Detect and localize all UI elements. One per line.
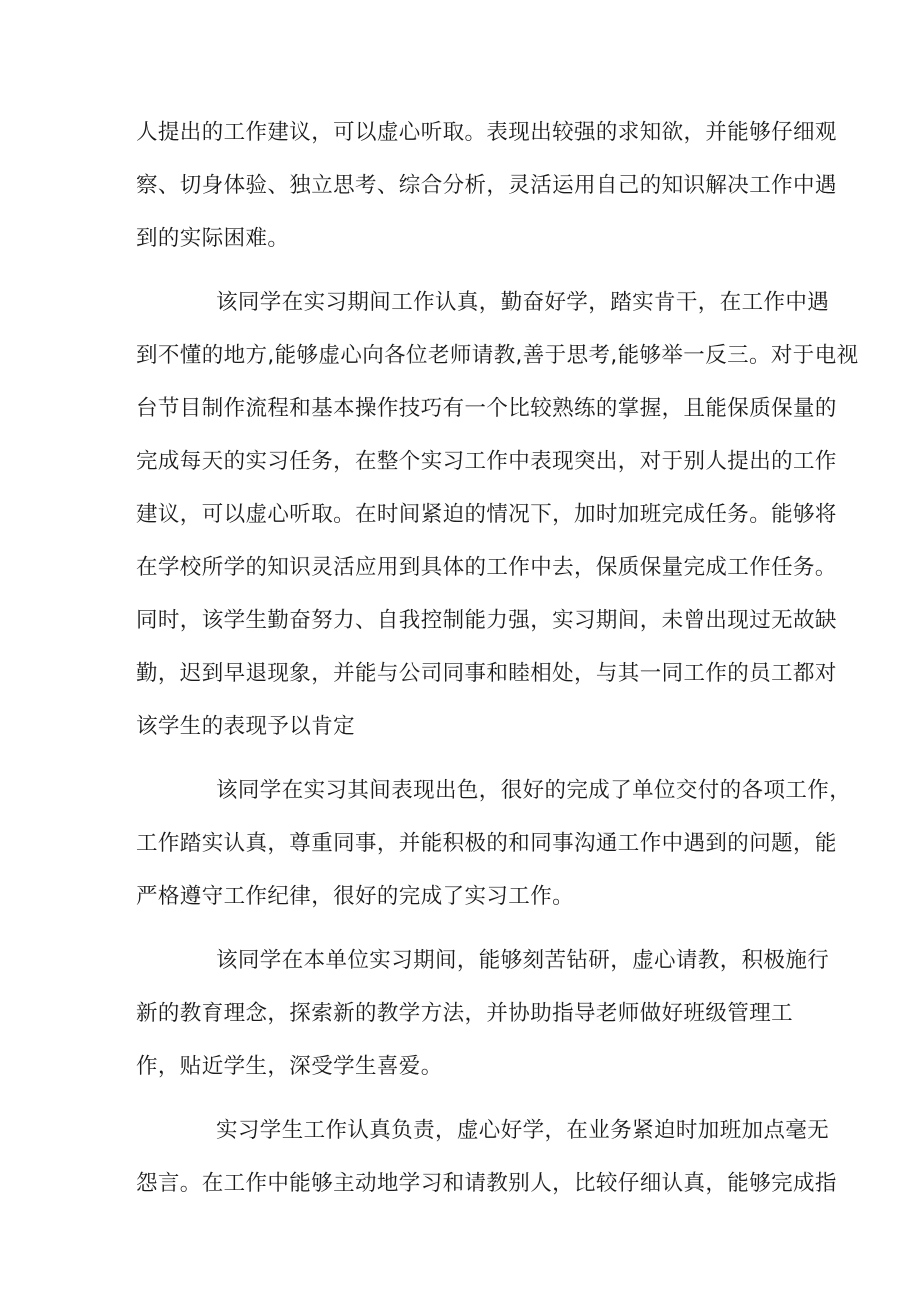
paragraph-1-line-1: 人提出的工作建议，可以虚心听取。表现出较强的求知欲，并能够仔细观 <box>136 120 837 145</box>
paragraph-2-line-2: 到不懂的地方,能够虚心向各位老师请教,善于思考,能够举一反三。对于电视 <box>136 343 859 368</box>
paragraph-2-line-5: 建议，可以虚心听取。在时间紧迫的情况下，加时加班完成任务。能够将 <box>136 502 837 527</box>
paragraph-3-line-3: 严格遵守工作纪律，很好的完成了实习工作。 <box>136 884 575 909</box>
paragraph-2-line-4: 完成每天的实习任务，在整个实习工作中表现突出，对于别人提出的工作 <box>136 449 837 474</box>
paragraph-2-line-8: 勤，迟到早退现象，并能与公司同事和睦相处，与其一同工作的员工都对 <box>136 661 837 686</box>
paragraph-2-line-7: 同时，该学生勤奋努力、自我控制能力强，实习期间，未曾出现过无故缺 <box>136 608 837 633</box>
paragraph-3-line-1: 该同学在实习其间表现出色，很好的完成了单位交付的各项工作， <box>216 778 852 803</box>
paragraph-1-line-3: 到的实际困难。 <box>136 226 290 251</box>
paragraph-5-line-2: 怨言。在工作中能够主动地学习和请教别人，比较仔细认真，能够完成指 <box>136 1171 837 1196</box>
paragraph-4-line-3: 作，贴近学生，深受学生喜爱。 <box>136 1054 443 1079</box>
paragraph-4-line-2: 新的教育理念，探索新的教学方法，并协助指导老师做好班级管理工 <box>136 1001 794 1026</box>
paragraph-2-line-6: 在学校所学的知识灵活应用到具体的工作中去，保质保量完成工作任务。 <box>136 555 837 580</box>
paragraph-2-line-3: 台节目制作流程和基本操作技巧有一个比较熟练的掌握，且能保质保量的 <box>136 396 837 421</box>
paragraph-4-line-1: 该同学在本单位实习期间，能够刻苦钻研，虚心请教，积极施行 <box>216 948 830 973</box>
paragraph-2-line-9: 该学生的表现予以肯定 <box>136 714 356 739</box>
paragraph-5-line-1: 实习学生工作认真负责，虚心好学，在业务紧迫时加班加点毫无 <box>216 1118 830 1143</box>
paragraph-2-line-1: 该同学在实习期间工作认真，勤奋好学，踏实肯干，在工作中遇 <box>216 290 830 315</box>
paragraph-1-line-2: 察、切身体验、独立思考、综合分析，灵活运用自己的知识解决工作中遇 <box>136 173 837 198</box>
paragraph-3-line-2: 工作踏实认真，尊重同事，并能积极的和同事沟通工作中遇到的问题，能 <box>136 831 837 856</box>
